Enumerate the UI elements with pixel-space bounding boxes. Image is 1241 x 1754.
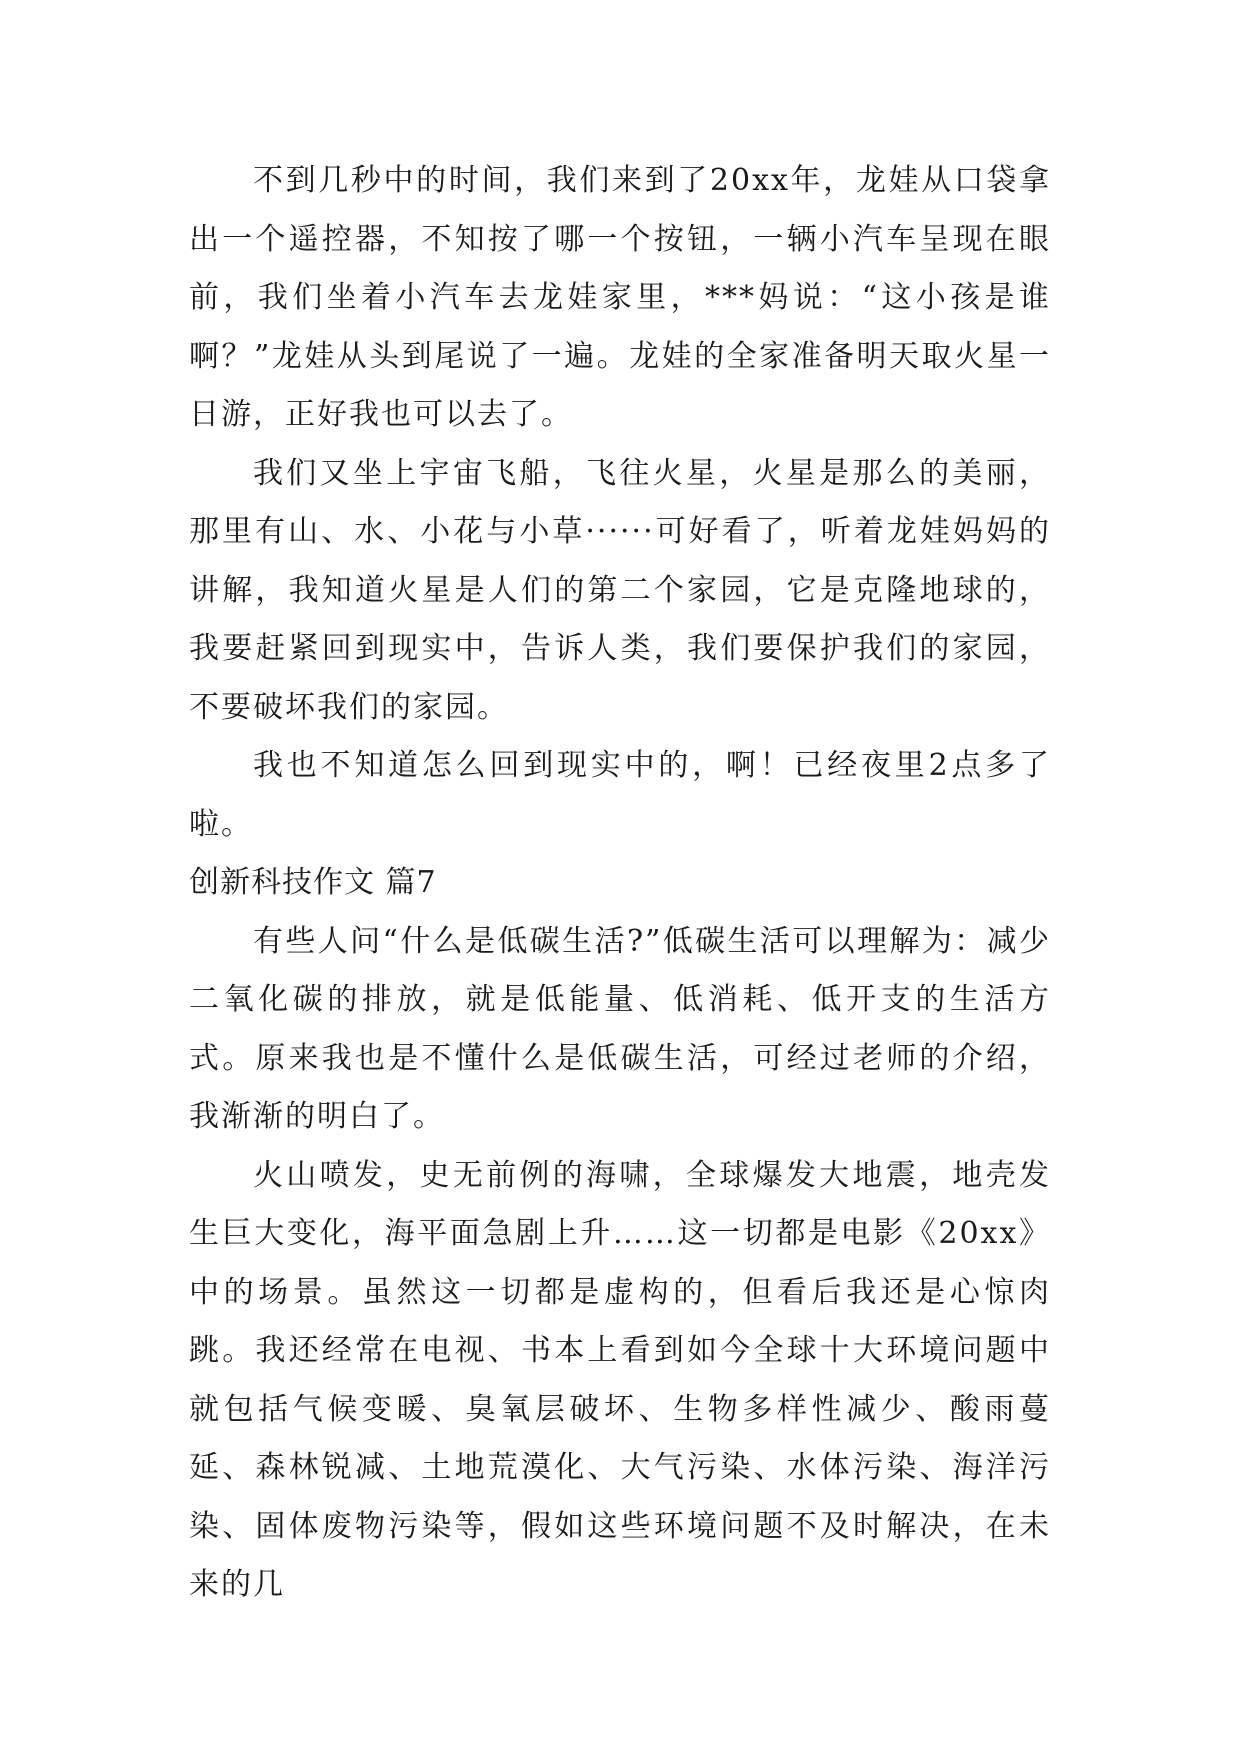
paragraph: 我们又坐上宇宙飞船，飞往火星，火星是那么的美丽，那里有山、水、小花与小草······可好看了，听着龙娃妈妈的讲解，我知道火星是人们的第二个家园，它是克隆地球的，我要赶紧回到现实中，告诉人类，我们要保护我们的家园，不要破坏我们的家园。 <box>189 455 1051 725</box>
document-body <box>189 152 1051 1615</box>
paragraph: 火山喷发，史无前例的海啸，全球爆发大地震，地壳发生巨大变化，海平面急剧上升……这一切都是电影《20xx》中的场景。虽然这一切都是虚构的，但看后我还是心惊肉跳。我还经常在电视、书本上看到如今全球十大环境问题中就包括气候变暖、臭氧层破坏、生物多样性减少、酸雨蔓延、森林锐减、土地荒漠化、大气污染、水体污染、海洋污染、固体废物污染等，假如这些环境问题不及时解决，在未来的几 <box>189 1157 1051 1602</box>
paragraph: 我也不知道怎么回到现实中的，啊！已经夜里2点多了啦。 <box>189 748 1051 842</box>
section-heading: 创新科技作文 篇7 <box>189 865 437 900</box>
paragraph: 有些人问“什么是低碳生活?”低碳生活可以理解为：减少二氧化碳的排放，就是低能量、低消耗、低开支的生活方式。原来我也是不懂什么是低碳生活，可经过老师的介绍，我渐渐的明白了。 <box>189 923 1051 1134</box>
paragraph: 不到几秒中的时间，我们来到了20xx年，龙娃从口袋拿出一个遥控器，不知按了哪一个按钮，一辆小汽车呈现在眼前，我们坐着小汽车去龙娃家里，***妈说：“这小孩是谁啊？”龙娃从头到尾说了一遍。龙娃的全家准备明天取火星一日游，正好我也可以去了。 <box>189 163 1051 432</box>
